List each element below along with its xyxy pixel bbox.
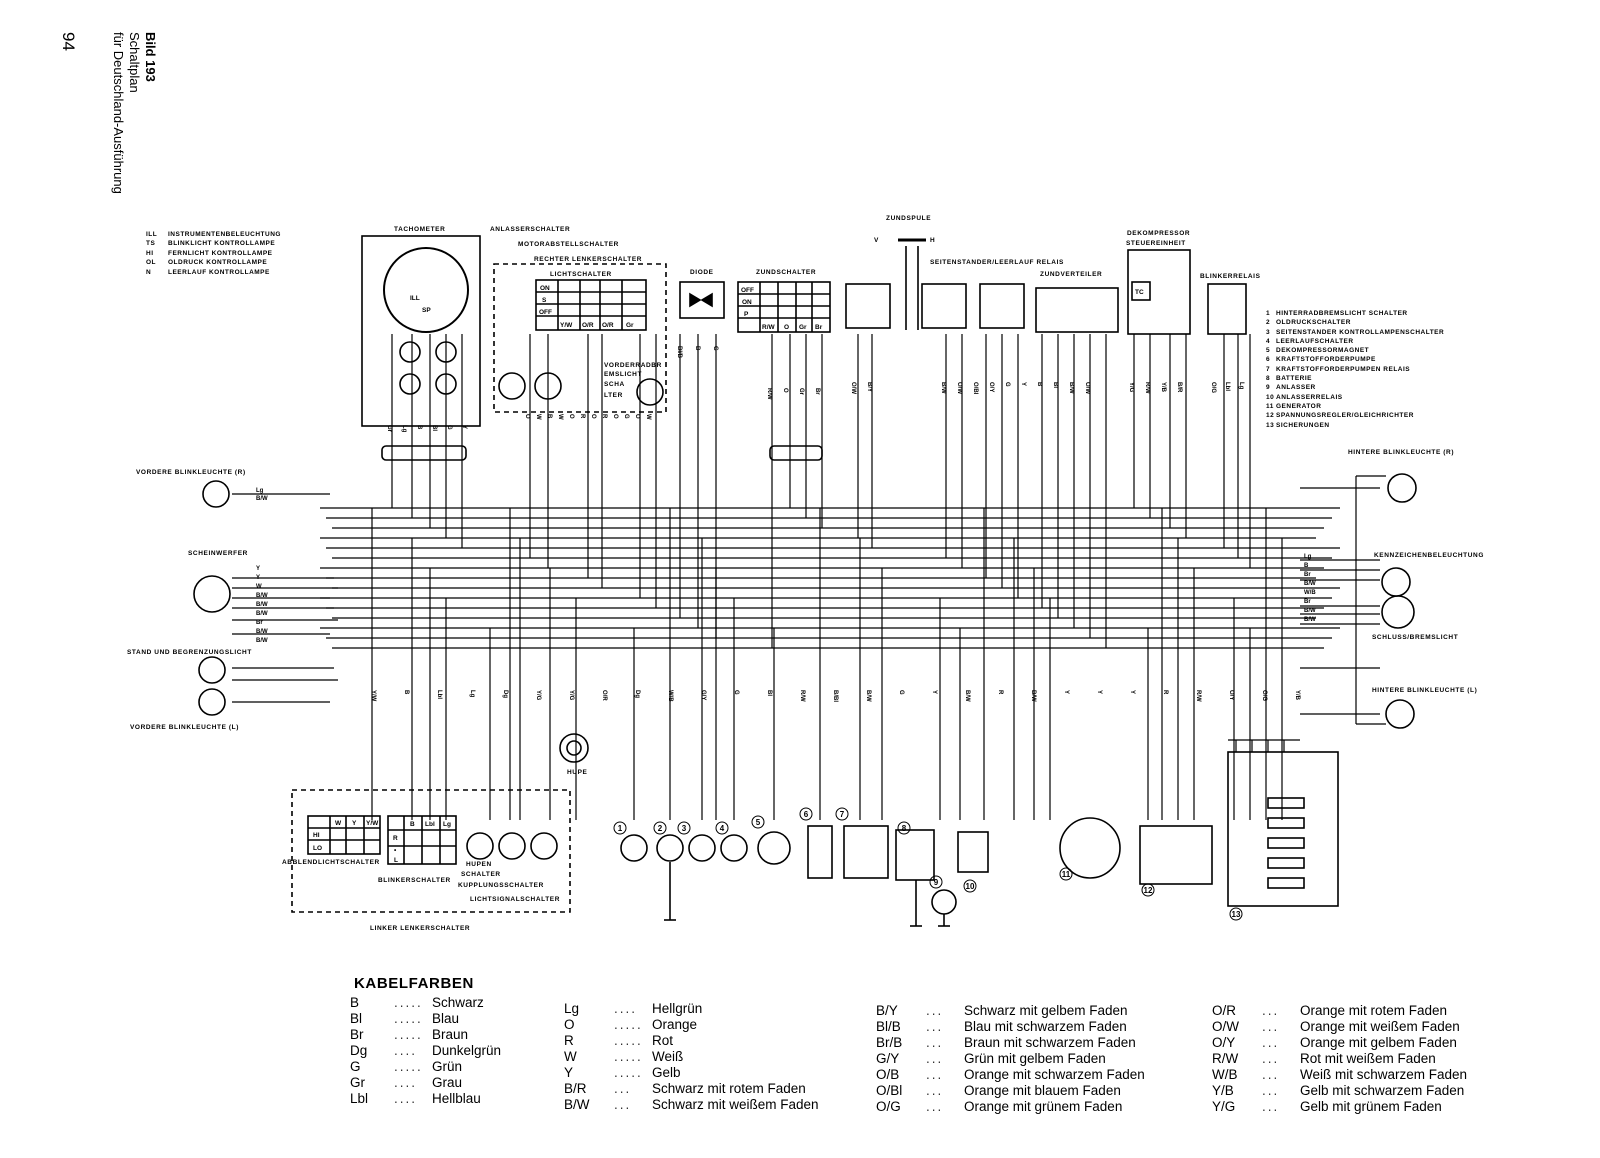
cable-color-legend (350, 975, 1514, 1125)
component-number: 9 (933, 878, 939, 887)
component-3 (689, 835, 715, 861)
label-standlicht: STAND UND BEGRENZUNGSLICHT (127, 649, 252, 656)
wire-label-bottom: Y (931, 690, 937, 695)
wire-label-bottom: B/W (1030, 690, 1036, 702)
legend-row: Br/B ... Braun mit schwarzem Faden (876, 1035, 1136, 1050)
blinker-col-b: B (410, 821, 415, 828)
label-seitenstander-relais: SEITENSTANDER/LEERLAUF RELAIS (930, 259, 1064, 266)
zundspule-coil-2 (922, 284, 966, 328)
label-zundspule: ZUNDSPULE (886, 215, 932, 222)
label-blinkerschalter: BLINKERSCHALTER (378, 877, 451, 884)
kupplungs-switch (499, 833, 525, 859)
component-list-item: 3 SEITENSTANDER KONTROLLAMPENSCHALTER (1266, 328, 1445, 336)
wire-label-coil: O/W (850, 382, 856, 394)
component-4 (721, 835, 747, 861)
wire-label-diode: Bl/B (676, 346, 682, 358)
wire-label-headlight: Y (256, 575, 261, 581)
wire-label-rear: B/W (1304, 608, 1316, 614)
indicator-ts (400, 374, 420, 394)
component-number: 8 (901, 824, 907, 833)
wire-label-rear: Br (1304, 599, 1311, 605)
wire-label-right-switch: R (579, 414, 585, 419)
wire-label-bottom: Lg (469, 690, 475, 698)
component-12-regulator (1140, 826, 1212, 884)
legend-row: Bl ..... Blau (350, 1011, 460, 1026)
lichtschalter-col-4: Gr (626, 322, 634, 329)
wire-label-rear: B/W (1304, 581, 1316, 587)
wire-label-rear: B/W (1304, 617, 1316, 623)
wire-label-bottom: O/R (601, 690, 607, 701)
wire-label-dekomp: Y/B (1160, 382, 1166, 393)
legend-row: Y/G ... Gelb mit grünem Faden (1212, 1099, 1442, 1114)
legend-row: R/W ... Rot mit weißem Faden (1212, 1051, 1436, 1066)
kennzeichen-lamp (1382, 568, 1410, 596)
wire-label-headlight: B/W (256, 629, 268, 635)
wire-label-tach: G (446, 425, 452, 430)
component-list-item: 5 DEKOMPRESSORMAGNET (1266, 347, 1370, 355)
legend-row: W ..... Weiß (564, 1049, 684, 1064)
label-tachometer: TACHOMETER (394, 226, 446, 233)
wire-label-bottom: Bl (766, 690, 772, 696)
label-dekompressor: DEKOMPRESSOR (1127, 230, 1191, 237)
wire-label-relais: O/Bl (972, 382, 978, 395)
zund-connector (770, 446, 822, 460)
blinkerrelais-box (1208, 284, 1246, 334)
wire-label-blinkrelais: Lbl (1224, 382, 1230, 391)
wire-label-right-switch: O (590, 414, 596, 419)
component-list-item: 11 GENERATOR (1266, 402, 1322, 410)
legend-row: B/R ... Schwarz mit rotem Faden (564, 1081, 806, 1096)
wire-label-bottom: Y/W (370, 690, 376, 702)
wire-label-headlight: B/W (256, 611, 268, 617)
label-lichtschalter: LICHTSCHALTER (550, 271, 612, 278)
wire-label-diode: G (712, 346, 718, 351)
wire-label-headlight: B/W (256, 638, 268, 644)
wire-label-zund: O (782, 388, 788, 393)
component-number: 5 (755, 818, 761, 827)
legend-row: Dg .... Dunkelgrün (350, 1043, 502, 1058)
wire-label-right-switch: W (645, 414, 651, 420)
component-list-item: 9 ANLASSER (1266, 384, 1316, 392)
wire-label-zund: R/W (766, 388, 772, 400)
hupen-switch (467, 833, 493, 859)
label-kupplungsschalter: KUPPLUNGSSCHALTER (458, 882, 544, 889)
linker-lenkerschalter-box (292, 790, 570, 912)
legend-row: G/Y ... Grün mit gelbem Faden (876, 1051, 1106, 1066)
legend-row: B/Y ... Schwarz mit gelbem Faden (876, 1003, 1128, 1018)
label-tc: TC (1135, 289, 1144, 296)
component-number: 12 (1143, 886, 1153, 895)
component-list-item: 1 HINTERRADBREMSLICHT SCHALTER (1266, 310, 1408, 317)
wire-label-tach: Gr (386, 425, 392, 433)
component-5 (758, 832, 790, 864)
component-6 (808, 826, 832, 878)
wire-label-headlight: Br (256, 620, 263, 626)
component-number: 10 (965, 882, 975, 891)
wire-label-dekomp: Y/G (1128, 382, 1134, 393)
abblend-col-w: W (335, 820, 342, 827)
zundspule-coil-1 (846, 284, 890, 328)
abblend-row-hi: HI (313, 832, 320, 839)
legend-row: R ..... Rot (564, 1033, 674, 1048)
component-9-starter (932, 890, 956, 914)
wire-label-bottom: B/W (865, 690, 871, 702)
label-vordere-blinkleuchte-l: VORDERE BLINKLEUCHTE (L) (130, 724, 240, 731)
component-number: 3 (681, 824, 687, 833)
wire-label-bottom: G (733, 690, 739, 695)
abblend-col-yw: Y/W (366, 820, 379, 827)
wire-label-right-switch: O (524, 414, 530, 419)
label-kennzeichen: KENNZEICHENBELEUCHTUNG (1374, 552, 1484, 559)
legend-title: KABELFARBEN (354, 975, 474, 992)
zundschalter-col-2: O (784, 324, 790, 331)
rear-blinker-r-lamp (1388, 474, 1416, 502)
wire-label-bottom: Dg (634, 690, 640, 698)
label-diode: DIODE (690, 269, 714, 276)
wire-label-headlight: W (256, 584, 262, 590)
schluss-lamp (1382, 596, 1414, 628)
component-list-item: 12 SPANNUNGSREGLER/GLEICHRICHTER (1266, 412, 1414, 420)
wire-label-bottom: B (403, 690, 409, 695)
legend-row: Y/B ... Gelb mit schwarzem Faden (1212, 1083, 1465, 1098)
rear-blinker-l-lamp (1386, 700, 1414, 728)
legend-row: Lbl .... Hellblau (350, 1091, 481, 1106)
legend-column-1 (350, 995, 501, 1107)
hupe (560, 734, 588, 762)
bremslicht-switch (637, 379, 663, 405)
wire-label-rear: B (1304, 563, 1309, 569)
wire-label-bottom: R (1162, 690, 1168, 695)
wire-label-relais: Bl (1052, 382, 1058, 388)
indicator-hi (400, 342, 420, 362)
abbrev-item: HI FERNLICHT KONTROLLAMPE (146, 249, 273, 257)
wire-label-bottom: R (997, 690, 1003, 695)
wire-label-right-switch: R (601, 414, 607, 419)
component-13-fusebox (1228, 752, 1338, 906)
wire-label-bottom: O/Y (1228, 690, 1234, 701)
blinker-col-lg: Lg (443, 821, 451, 828)
abbrev-item: OL OLDRUCK KONTROLLAMPE (146, 259, 268, 267)
wire-label-dekomp: R/W (1144, 382, 1150, 394)
blinker-row-r: R (393, 835, 398, 842)
abbrev-item: TS BLINKLICHT KONTROLLAMPE (146, 240, 276, 248)
wire-label-zund: Br (814, 388, 820, 395)
legend-row: Lg .... Hellgrün (564, 1001, 703, 1016)
wire-label-right-switch: W (535, 414, 541, 420)
wire-label-bottom: R/W (799, 690, 805, 702)
label-sp: SP (422, 307, 431, 314)
wire-label-relais: O/W (956, 382, 962, 394)
lichtschalter-col-1: Y/W (560, 322, 573, 329)
wire-label-bottom: Y (1129, 690, 1135, 695)
zundschalter-row-p: P (744, 311, 749, 318)
blinker-col-lbl: Lbl (425, 821, 435, 828)
label-vorderradbremslicht-1: VORDERRADBR (604, 362, 662, 369)
label-linker-lenkerschalter: LINKER LENKERSCHALTER (370, 925, 471, 932)
component-list-item: 4 LEERLAUFSCHALTER (1266, 337, 1354, 345)
wire-label-right-switch: O (634, 414, 640, 419)
wire-label-bottom: O/G (1261, 690, 1267, 702)
wire-label-right-switch: W (557, 414, 563, 420)
headlight-lamp (194, 576, 230, 612)
abblend-row-lo: LO (313, 845, 323, 852)
front-blinker-r-lamp (203, 481, 229, 507)
component-number: 2 (657, 824, 663, 833)
zundschalter-row-on: ON (742, 299, 752, 306)
component-7 (844, 826, 888, 878)
component-number: 7 (839, 810, 845, 819)
component-list-item: 6 KRAFTSTOFFORDERPUMPE (1266, 356, 1376, 364)
lichtschalter-col-3: O/R (602, 322, 614, 329)
legend-row: O/G ... Orange mit grünem Faden (876, 1099, 1123, 1114)
label-hupe: HUPE (567, 769, 588, 776)
wire-label-diode: B (694, 346, 700, 351)
legend-row: G ..... Grün (350, 1059, 463, 1074)
front-blinker-l-lamp (199, 689, 225, 715)
label-scheinwerfer: SCHEINWERFER (188, 550, 248, 557)
label-ill: ILL (410, 295, 420, 302)
wire-label-bottom: W/B (667, 690, 673, 702)
label-lichtsignalschalter: LICHTSIGNALSCHALTER (470, 896, 560, 903)
wire-label-bottom: Dg (502, 690, 508, 698)
legend-row: W/B ... Weiß mit schwarzem Faden (1212, 1067, 1468, 1082)
anlasser-switch (499, 373, 525, 399)
abblend-col-y: Y (352, 820, 357, 827)
component-list-item: 2 OLDRUCKSCHALTER (1266, 319, 1351, 327)
seitenstander-relais-box (980, 284, 1024, 328)
blinker-row-l: L (394, 857, 398, 864)
label-anlasserschalter: ANLASSERSCHALTER (490, 226, 571, 233)
label-h: H (930, 237, 936, 244)
wire-label-bottom: Y (1063, 690, 1069, 695)
wire-label-front-blinker: Lg (256, 488, 264, 494)
tach-connector (382, 446, 466, 460)
standlicht-lamp (199, 657, 225, 683)
label-blinkerrelais: BLINKERRELAIS (1200, 273, 1261, 280)
wire-label-bottom: Y (1096, 690, 1102, 695)
label-vorderradbremslicht-2: EMSLICHT (604, 371, 643, 378)
wire-label-zund: Gr (798, 388, 804, 396)
wire-label-right-switch: O (568, 414, 574, 419)
wire-harness (232, 334, 1386, 820)
wire-label-bottom: Y/G (568, 690, 574, 701)
wire-label-dekomp: B/R (1176, 382, 1182, 393)
label-schluss: SCHLUSS/BREMSLICHT (1372, 634, 1459, 641)
switch-table-text (313, 285, 1144, 864)
wire-label-coil: B/Y (866, 382, 872, 393)
wire-label-rear: Br (1304, 572, 1311, 578)
component-number: 11 (1061, 870, 1071, 879)
legend-row: O/Y ... Orange mit gelbem Faden (1212, 1035, 1457, 1050)
figure-caption-line1: Schaltplan (127, 32, 142, 93)
component-list-item: 13 SICHERUNGEN (1266, 421, 1330, 429)
legend-column-4 (1212, 1003, 1467, 1115)
abbrev-item: N LEERLAUF KONTROLLAMPE (146, 268, 270, 276)
zundschalter-col-3: Gr (799, 324, 807, 331)
wire-labels (256, 346, 1316, 702)
legend-column-2 (564, 1001, 819, 1113)
wire-label-bottom: G/Y (700, 690, 706, 701)
figure-number: Bild 193 (143, 32, 158, 82)
wire-label-relais: B (1036, 382, 1042, 387)
speedometer-dial (384, 248, 468, 332)
label-hintere-blinkleuchte-l: HINTERE BLINKLEUCHTE (L) (1372, 687, 1478, 694)
legend-column-3 (876, 1003, 1145, 1115)
wire-label-headlight: B/W (256, 602, 268, 608)
legend-row: O/W ... Orange mit weißem Faden (1212, 1019, 1460, 1034)
wire-label-right-switch: O (612, 414, 618, 419)
label-vorderradbremslicht-3: SCHA (604, 381, 625, 388)
legend-row: O ..... Orange (564, 1017, 698, 1032)
label-motorabstellschalter: MOTORABSTELLSCHALTER (518, 241, 619, 248)
wire-label-bottom: Y/B (1294, 690, 1300, 701)
component-number: 13 (1231, 910, 1241, 919)
wire-label-right-switch: B (546, 414, 552, 419)
legend-row: O/B ... Orange mit schwarzem Faden (876, 1067, 1145, 1082)
wire-label-bottom: Y/G (535, 690, 541, 701)
legend-row: Bl/B ... Blau mit schwarzem Faden (876, 1019, 1127, 1034)
component-number: 1 (617, 824, 623, 833)
wire-label-headlight: Y (256, 566, 261, 572)
wire-label-rear: W/B (1304, 590, 1316, 596)
blinker-row-mid: • (394, 847, 397, 854)
label-hupenschalter-2: SCHALTER (461, 871, 501, 878)
component-list-item: 7 KRAFTSTOFFORDERPUMPEN RELAIS (1266, 365, 1411, 373)
component-list-item: 8 BATTERIE (1266, 375, 1313, 383)
wire-label-relais: G (1004, 382, 1010, 387)
wire-label-relais: O/W (1084, 382, 1090, 394)
wire-label-blinkrelais: O/G (1210, 382, 1216, 394)
legend-row: Br ..... Braun (350, 1027, 469, 1042)
label-vordere-blinkleuchte-r: VORDERE BLINKLEUCHTE (R) (136, 469, 246, 476)
label-vorderradbremslicht-4: LTER (604, 392, 623, 399)
component-8-battery (896, 830, 934, 880)
legend-row: O/R ... Orange mit rotem Faden (1212, 1003, 1448, 1018)
component-number: 4 (719, 824, 725, 833)
label-hintere-blinkleuchte-r: HINTERE BLINKLEUCHTE (R) (1348, 449, 1455, 456)
legend-row: Gr .... Grau (350, 1075, 463, 1090)
wire-label-bottom: G (898, 690, 904, 695)
zundschalter-col-4: Br (815, 324, 823, 331)
zundschalter-row-off: OFF (741, 287, 754, 294)
lichtsignal-switch (531, 833, 557, 859)
label-v: V (874, 237, 879, 244)
wire-label-bottom: R/W (1195, 690, 1201, 702)
wire-label-tach: Lg (401, 425, 407, 433)
lichtschalter-row-off: OFF (539, 309, 552, 316)
wire-label-relais: Y (1020, 382, 1026, 387)
label-hupenschalter-1: HUPEN (466, 861, 492, 868)
wire-label-blinkrelais: Lg (1238, 382, 1244, 390)
label-zundverteiler: ZUNDVERTEILER (1040, 271, 1103, 278)
label-abblendlichtschalter: ABBLENDLICHTSCHALTER (282, 859, 380, 866)
wire-label-tach: Bl (431, 425, 437, 431)
legend-row: B/W ... Schwarz mit weißem Faden (564, 1097, 819, 1112)
component-list-item: 10 ANLASSERRELAIS (1266, 393, 1343, 401)
lichtschalter-col-2: O/R (582, 322, 594, 329)
component-10-relay (958, 832, 988, 872)
figure-caption-line2: für Deutschland-Ausführung (111, 32, 126, 194)
wire-label-tach: B (416, 425, 422, 430)
wire-label-right-switch: G (623, 414, 629, 419)
legend-row: O/Bl ... Orange mit blauem Faden (876, 1083, 1121, 1098)
wire-label-bottom: B/Bl (832, 690, 838, 702)
wire-label-relais: B/W (1068, 382, 1074, 394)
wire-label-front-blinker: B/W (256, 496, 268, 502)
zundschalter-col-1: R/W (762, 324, 775, 331)
component-1 (621, 835, 647, 861)
label-zundschalter: ZUNDSCHALTER (756, 269, 817, 276)
wire-label-rear: Lg (1304, 554, 1312, 560)
wire-label-bottom: B/W (964, 690, 970, 702)
label-steuereinheit: STEUEREINHEIT (1126, 240, 1186, 247)
page-number: 94 (59, 32, 78, 51)
legend-row: Y ..... Gelb (564, 1065, 681, 1080)
lichtschalter-row-on: ON (540, 285, 550, 292)
wire-label-headlight: B/W (256, 593, 268, 599)
legend-row: B ..... Schwarz (350, 995, 484, 1010)
wire-label-bottom: Lbl (436, 690, 442, 699)
wire-label-relais: O/Y (988, 382, 994, 393)
wire-label-tach: Y (461, 425, 467, 430)
lichtschalter-row-s: S (542, 297, 547, 304)
abbrev-item: ILL INSTRUMENTENBELEUCHTUNG (146, 231, 281, 238)
label-rechter-lenkerschalter: RECHTER LENKERSCHALTER (534, 256, 643, 263)
component-numbers (614, 808, 1242, 920)
wire-label-relais: B/W (940, 382, 946, 394)
component-number: 6 (803, 810, 809, 819)
component-2 (657, 835, 683, 861)
zundverteiler-box (1036, 288, 1118, 332)
